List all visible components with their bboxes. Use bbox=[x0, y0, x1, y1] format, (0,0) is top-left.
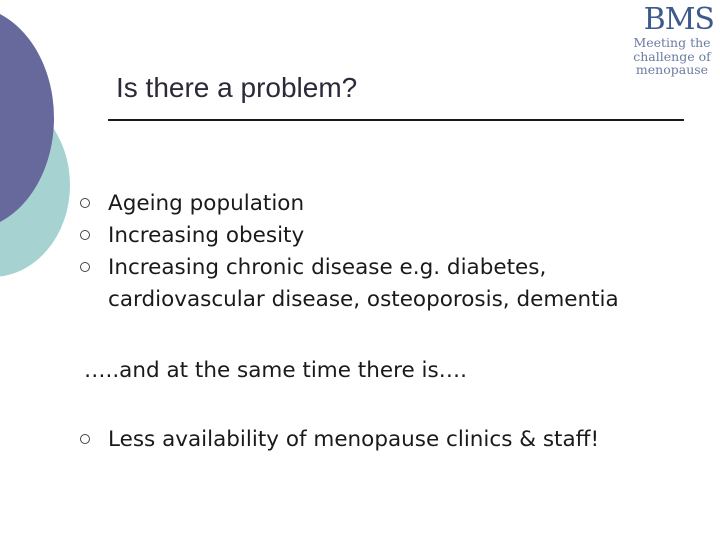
logo-tagline-line-3: menopause bbox=[635, 62, 709, 77]
transition-text: …..and at the same time there is…. bbox=[84, 358, 468, 383]
logo-tagline-line-2: challenge of bbox=[633, 48, 711, 64]
circle-bullet-icon bbox=[80, 434, 90, 444]
circle-bullet-icon bbox=[80, 230, 90, 240]
bullet-item bbox=[80, 188, 700, 220]
title-underline bbox=[108, 119, 684, 121]
bms-logo bbox=[622, 4, 718, 77]
bullet-list bbox=[80, 188, 700, 316]
bullet-text: Increasing chronic disease e.g. diabetes, cardiovascular disease, osteoporosis, dementia bbox=[108, 255, 619, 312]
circle-bullet-icon bbox=[80, 198, 90, 208]
bullet-text: Less availability of menopause clinics & staff! bbox=[108, 427, 600, 452]
bullet-text: Ageing population bbox=[108, 191, 305, 216]
slide-title: Is there a problem? bbox=[116, 72, 358, 103]
bullet-list-2 bbox=[80, 424, 700, 456]
bullet-item bbox=[80, 252, 700, 316]
circle-bullet-icon bbox=[80, 262, 90, 272]
bullet-item bbox=[80, 424, 700, 456]
bullet-item bbox=[80, 220, 700, 252]
bullet-text: Increasing obesity bbox=[108, 223, 305, 248]
logo-tagline-line-1: Meeting the bbox=[633, 35, 711, 50]
logo-mark: BMS bbox=[643, 2, 714, 37]
